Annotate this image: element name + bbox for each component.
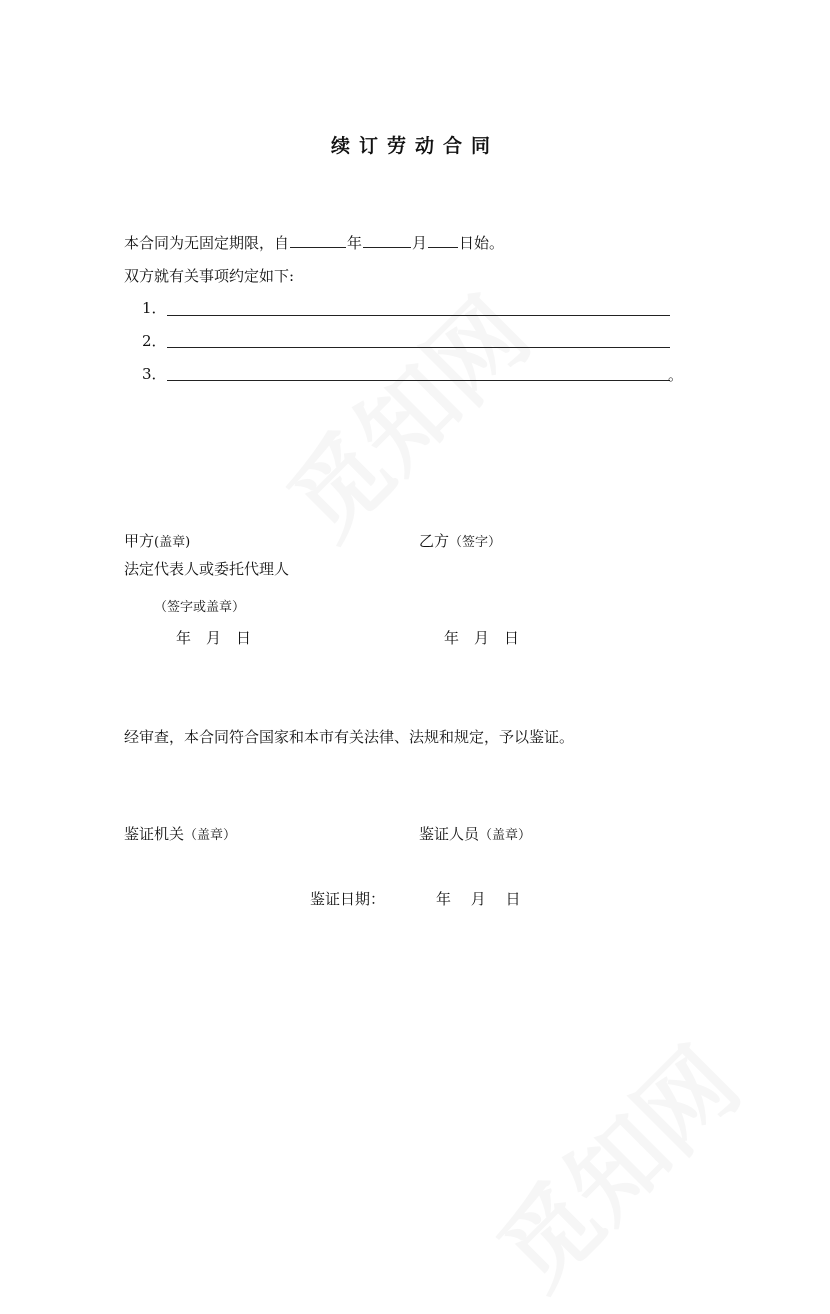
month-label: 月: [412, 234, 428, 252]
certification-date: 年 月 日: [436, 890, 521, 908]
party-a-sign-note: （签字或盖章）: [154, 600, 246, 615]
item-2-blank[interactable]: [167, 347, 670, 348]
item-3-blank[interactable]: [167, 380, 670, 381]
certification-agency: [124, 824, 236, 846]
term-prefix: 本合同为无固定期限，自: [124, 234, 290, 252]
review-statement: 经审查，本合同符合国家和本市有关法律、法规和规定，予以鉴证。: [124, 728, 575, 746]
contract-term-line: [124, 232, 504, 253]
document-title: 续订劳动合同: [330, 135, 499, 157]
officer-label: 鉴证人员: [419, 825, 480, 843]
watermark: [254, 263, 555, 564]
item-3-end: 。: [668, 366, 684, 384]
party-a-date: 年 月 日: [176, 629, 252, 647]
agreement-intro: 双方就有关事项约定如下:: [124, 267, 295, 285]
month-blank[interactable]: [363, 232, 411, 248]
item-1-blank[interactable]: [167, 315, 670, 316]
party-a-representative: 法定代表人或委托代理人: [124, 560, 290, 578]
watermark: [464, 1013, 765, 1314]
day-blank[interactable]: [428, 232, 458, 248]
year-blank[interactable]: [290, 232, 346, 248]
party-b-label: 乙方: [419, 532, 450, 550]
party-a-label: 甲方: [124, 532, 155, 550]
item-number: 2．: [142, 332, 167, 350]
party-b-line: [419, 531, 501, 553]
agency-label: 鉴证机关: [124, 825, 185, 843]
certification-date-label: 鉴证日期：: [310, 890, 386, 908]
officer-note: （盖章）: [479, 828, 532, 843]
party-b-date: 年 月 日: [444, 629, 520, 647]
item-number: 3．: [142, 365, 167, 383]
item-number: 1．: [142, 299, 167, 317]
party-b-sign-note: （签字）: [449, 535, 502, 550]
party-a-seal-note: (盖章): [154, 535, 191, 550]
year-label: 年: [347, 234, 363, 252]
certification-officer: [419, 824, 531, 846]
day-start-label: 日始。: [459, 234, 505, 252]
agency-note: （盖章）: [184, 828, 237, 843]
party-a-line: [124, 531, 190, 553]
